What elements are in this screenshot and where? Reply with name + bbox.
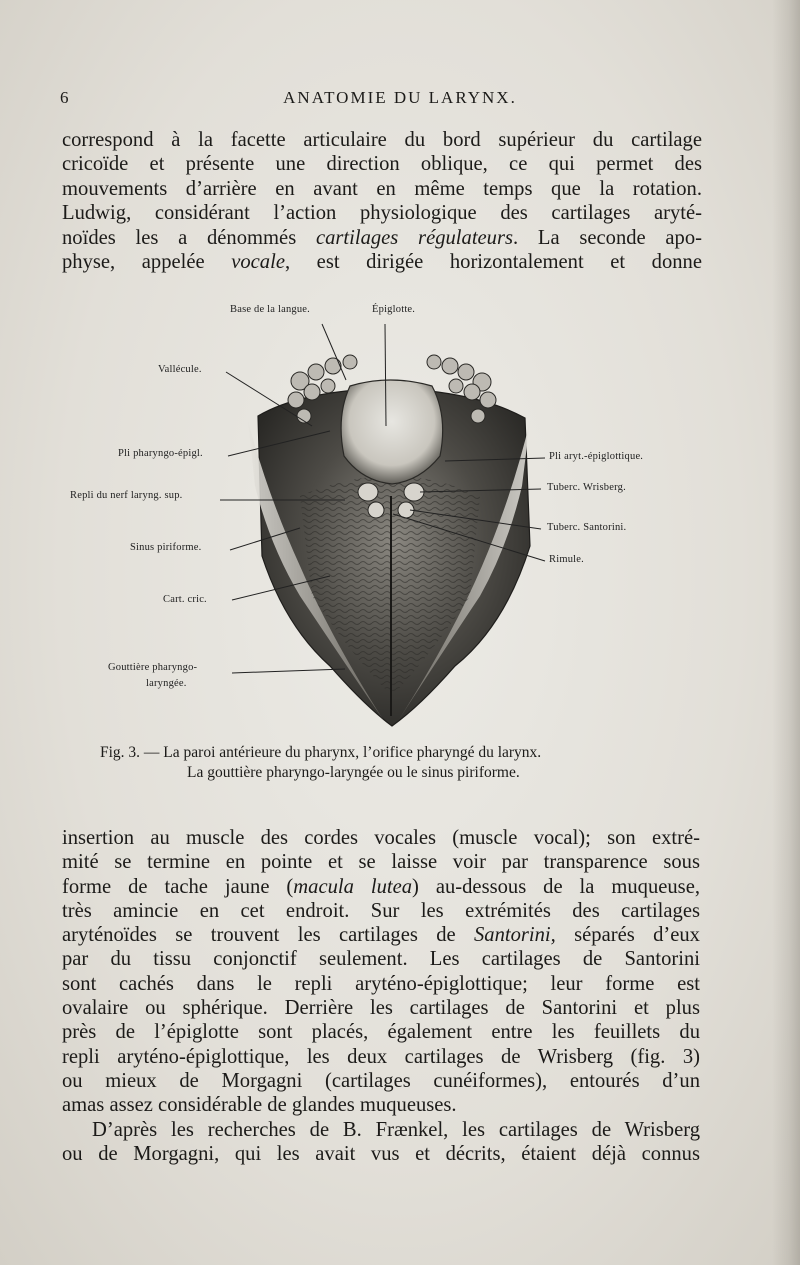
italic-term: cartilages régulateurs: [315, 226, 514, 249]
text-line: par du tissu conjonctif seulement. Les cartilages de Santorini: [62, 948, 700, 971]
running-title: ANATOMIE DU LARYNX.: [283, 88, 517, 107]
text-line: très amincie en cet endroit. Sur les extrémités des cartilages: [62, 899, 700, 922]
text-line: noïdes les a dénommés cartilages régulateurs. La seconde apo-: [62, 226, 703, 249]
text-line: cricoïde et présente une direction oblique, ce qui permet des: [62, 153, 702, 176]
text-line: insertion au muscle des cordes vocales (muscle vocal); son extré-: [62, 827, 700, 849]
text-line: mouvements d’arrière en avant en même temps que la rotation.: [62, 177, 702, 200]
label-gouttiere-2: laryngée.: [146, 678, 187, 689]
page-number: 6: [60, 88, 70, 107]
text-line: près de l’épiglotte sont placés, également entre les feuillets du: [62, 1021, 700, 1044]
page-header: [60, 88, 700, 112]
label-epiglotte: Épiglotte.: [372, 304, 416, 315]
label-sinus-piriforme: Sinus piriforme.: [130, 542, 202, 553]
text-line: sont cachés dans le repli aryténo-épiglottique; leur forme est: [62, 972, 700, 995]
text-line: physe, appelée vocale, est dirigée horizontalement et donne: [62, 251, 702, 274]
label-base-langue: Base de la langue.: [230, 304, 310, 315]
text-line: mité se termine en pointe et se laisse voir par transparence sous: [62, 851, 700, 874]
text-line: correspond à la facette articulaire du bord supérieur du cartilage: [62, 129, 702, 151]
paragraph-bottom: [62, 826, 700, 1166]
label-cart-cric: Cart. cric.: [163, 594, 207, 605]
caption-line: Fig. 3. — La paroi antérieure du pharynx, l’orifice pharyngé du larynx.: [100, 744, 542, 761]
text-line: amas assez considérable de glandes muqueuses.: [62, 1094, 457, 1117]
italic-term: macula lutea: [293, 875, 413, 898]
text-line: ovalaire ou sphérique. Derrière les cartilages de Santorini et plus: [62, 997, 700, 1020]
figure-3: [0, 296, 800, 736]
label-gouttiere-1: Gouttière pharyngo-: [108, 662, 198, 673]
text-line: repli aryténo-épiglottique, les deux cartilages de Wrisberg (fig. 3): [62, 1045, 700, 1068]
caption-line: La gouttière pharyngo-laryngée ou le sinus piriforme.: [187, 764, 520, 781]
label-pli-aryt: Pli aryt.-épiglottique.: [549, 451, 644, 462]
label-pli-pharyngo-epigl: Pli pharyngo-épigl.: [118, 448, 203, 459]
text-line: Ludwig, considérant l’action physiologique des cartilages aryté-: [62, 202, 702, 225]
label-tuberc-wrisberg: Tuberc. Wrisberg.: [547, 482, 626, 493]
label-tuberc-santorini: Tuberc. Santorini.: [547, 522, 627, 533]
label-vallecule: Vallécule.: [158, 364, 202, 375]
text-line: ou de Morgagni, qui les avait vus et décrits, étaient déjà connus: [62, 1142, 700, 1165]
label-repli-nerf: Repli du nerf laryng. sup.: [70, 490, 183, 501]
paragraph-top: [62, 128, 702, 274]
italic-term: Santorini,: [473, 924, 556, 947]
figure-caption: [100, 743, 700, 783]
text-line: D’après les recherches de B. Frænkel, les cartilages de Wrisberg: [92, 1118, 700, 1141]
epiglottis-shape: [341, 380, 443, 484]
italic-term: vocale: [231, 251, 285, 274]
text-line: aryténoïdes se trouvent les cartilages de Santorini, séparés d’eux: [62, 924, 700, 947]
text-line: forme de tache jaune (macula lutea) au-dessous de la muqueuse,: [62, 875, 700, 898]
text-line: ou mieux de Morgagni (cartilages cunéiformes), entourés d’un: [62, 1069, 700, 1092]
label-rimule: Rimule.: [549, 554, 584, 565]
